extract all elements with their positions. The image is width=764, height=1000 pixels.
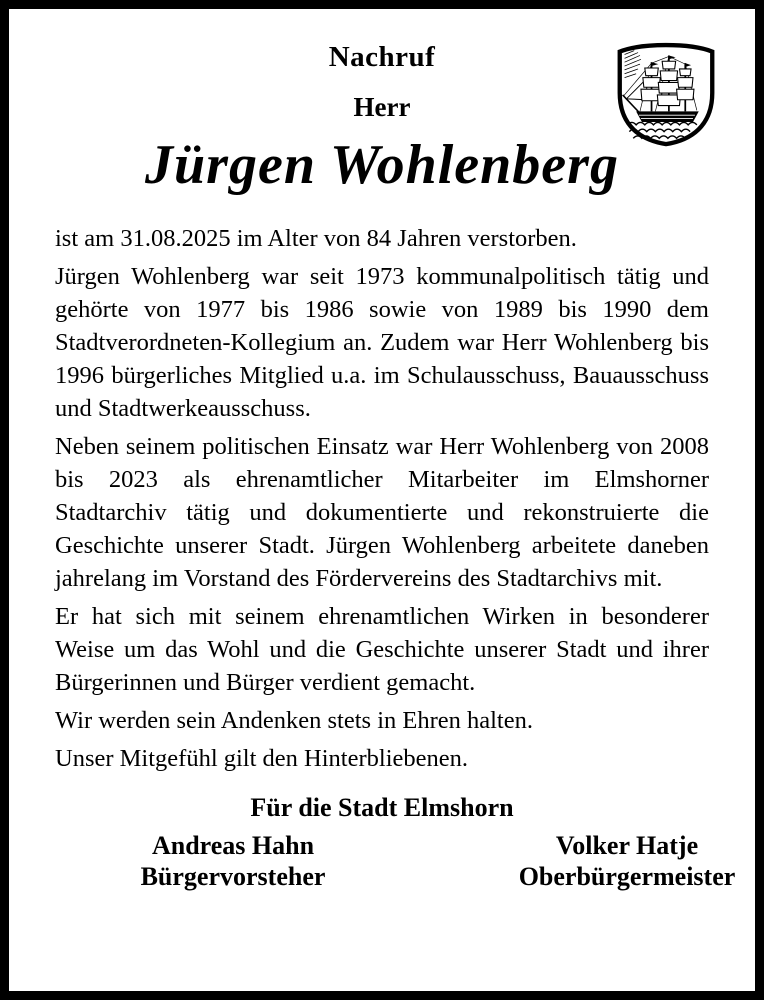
paragraph-archive-work: Neben seinem politischen Einsatz war Herr Wohlenberg von 2008 bis 2023 als ehrenamtlicher Mitarbeiter im Elmshorner Stadtarchiv tätig und dokumentierte und rekonstruierte die Geschichte unserer Stadt. Jürgen Wohlenberg arbeitete daneben jahrelang im Vorstand des Fördervereins des Stadtarchivs mit. <box>55 433 709 592</box>
signatory-role: Oberbürgermeister <box>518 862 736 891</box>
signatory-role: Bürgervorsteher <box>140 862 326 891</box>
paragraph-death-announcement: ist am 31.08.2025 im Alter von 84 Jahren verstorben. <box>55 225 577 252</box>
paragraph-political-career: Jürgen Wohlenberg war seit 1973 kommunalpolitisch tätig und gehörte von 1977 bis 1986 sowie von 1989 bis 1990 dem Stadtverordneten-Kollegium an. Zudem war Herr Wohlenberg bis 1996 bürgerliches Mitglied u.a. im Schulausschuss, Bauausschuss und Stadtwerkeausschuss. <box>55 263 709 422</box>
paragraph-remembrance: Wir werden sein Andenken stets in Ehren halten. <box>55 707 533 734</box>
signatory-name: Volker Hatje <box>555 831 699 860</box>
elmshorn-crest-sailing-ship-icon <box>613 37 719 151</box>
notice-title: Nachruf <box>328 41 436 73</box>
deceased-name: Jürgen Wohlenberg <box>145 134 619 196</box>
organization-line: Für die Stadt Elmshorn <box>250 793 514 822</box>
signatory-right <box>519 830 736 892</box>
signature-block <box>55 830 736 910</box>
salutation: Herr <box>353 92 411 122</box>
obituary-body <box>55 222 709 775</box>
signatory-name: Andreas Hahn <box>151 831 315 860</box>
paragraph-merit: Er hat sich mit seinem ehrenamtlichen Wirken in besonderer Weise um das Wohl und die Geschichte unserer Stadt und ihrer Bürgerinnen und Bürger verdient gemacht. <box>55 603 709 696</box>
paragraph-condolence: Unser Mitgefühl gilt den Hinterbliebenen. <box>55 745 468 772</box>
signatory-left <box>141 830 326 892</box>
